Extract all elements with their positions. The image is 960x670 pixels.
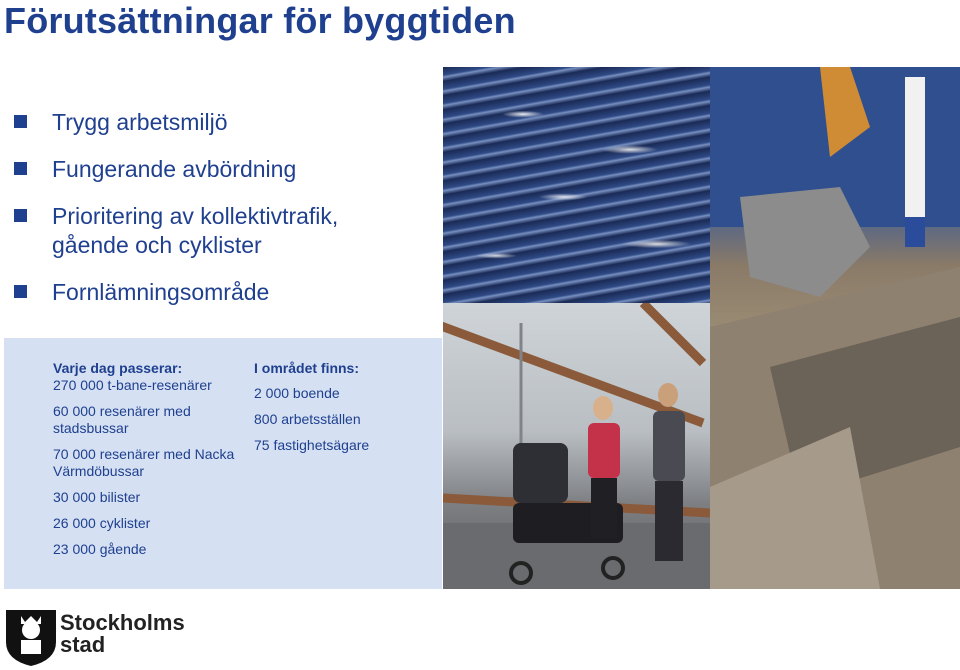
excavation-photo: [710, 67, 960, 589]
bullet-text: Fornlämningsområde: [52, 279, 270, 305]
area-heading: I området finns:: [254, 360, 360, 376]
passengers-item: 23 000 gående: [53, 541, 147, 557]
area-item: 800 arbetsställen: [254, 411, 361, 427]
slide-title: Förutsättningar för byggtiden: [4, 0, 516, 41]
info-panel: [4, 338, 442, 589]
bullet-item: [14, 155, 434, 184]
area-column: [254, 360, 439, 454]
passengers-item: 60 000 resenärer med stadsbussar: [53, 403, 191, 436]
bullet-text: Trygg arbetsmiljö: [52, 109, 228, 135]
passengers-item: 70 000 resenärer med Nacka Värmdöbussar: [53, 446, 235, 479]
bullet-text: Prioritering av kollektivtrafik, gående och cyklister: [52, 203, 339, 258]
logo-line1: Stockholms: [60, 610, 185, 635]
bullet-item: [14, 278, 434, 307]
passengers-heading: Varje dag passerar:: [53, 360, 183, 376]
bullet-list: [14, 108, 434, 325]
square-bullet-icon: [14, 285, 27, 298]
square-bullet-icon: [14, 209, 27, 222]
area-item: 2 000 boende: [254, 385, 340, 401]
bullet-item: [14, 202, 434, 260]
passengers-column: [53, 360, 243, 558]
street-photo: [443, 303, 710, 589]
passengers-item: 30 000 bilister: [53, 489, 141, 505]
square-bullet-icon: [14, 162, 27, 175]
water-photo: [443, 67, 710, 303]
bullet-item: [14, 108, 434, 137]
logo-line2: stad: [60, 632, 106, 657]
bullet-text: Fungerande avbördning: [52, 156, 297, 182]
area-item: 75 fastighetsägare: [254, 437, 370, 453]
square-bullet-icon: [14, 115, 27, 128]
logo-wordmark: [60, 612, 185, 656]
passengers-item: 26 000 cyklister: [53, 515, 151, 531]
passengers-item: 270 000 t-bane-resenärer: [53, 377, 212, 393]
